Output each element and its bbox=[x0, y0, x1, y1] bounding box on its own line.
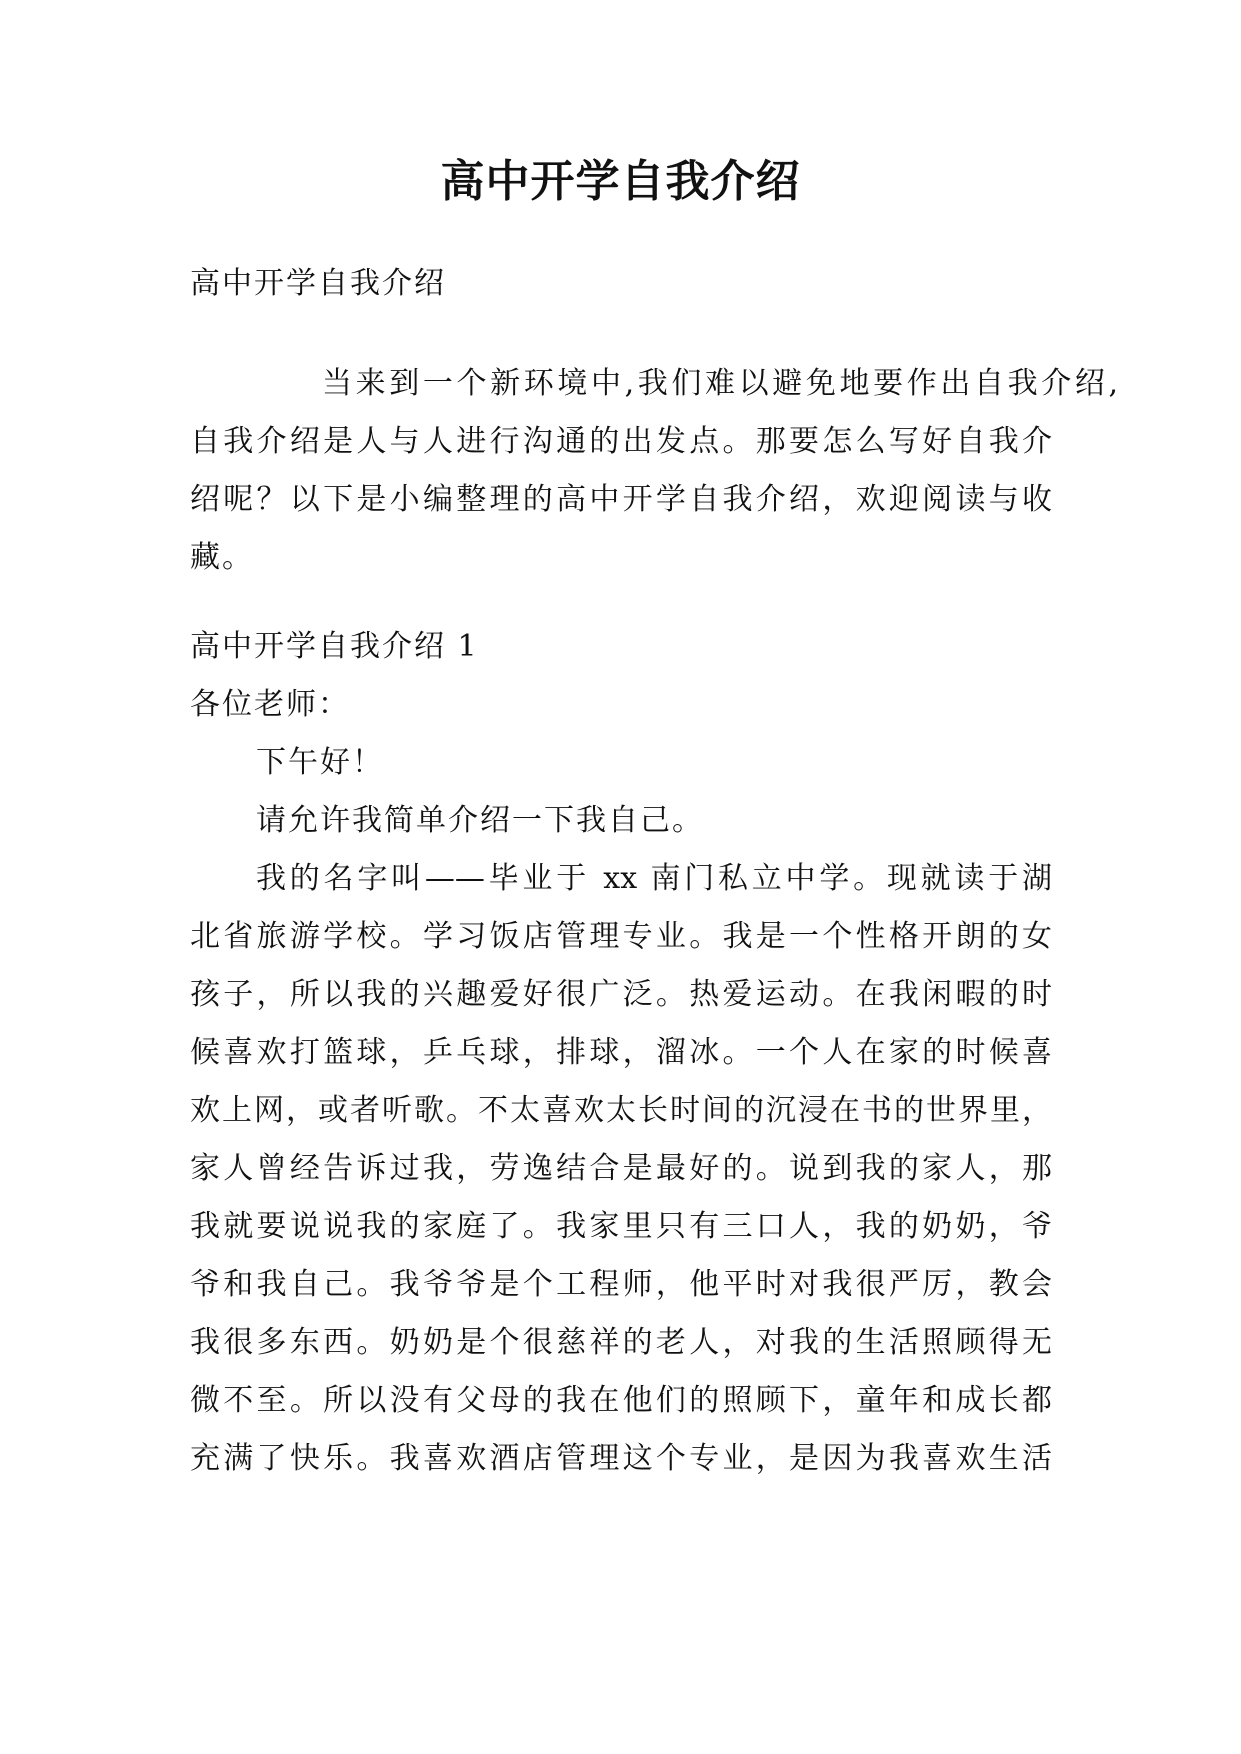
body-line: 欢上网，或者听歌。不太喜欢太长时间的沉浸在书的世界里， bbox=[190, 1093, 1052, 1128]
salutation: 各位老师： bbox=[190, 687, 350, 722]
body-line: 候喜欢打篮球，乒乓球，排球，溜冰。一个人在家的时候喜 bbox=[190, 1035, 1052, 1070]
subtitle: 高中开学自我介绍 bbox=[190, 266, 446, 301]
intro-line: 自我介绍是人与人进行沟通的出发点。那要怎么写好自我介 bbox=[190, 424, 1052, 459]
body-line: 我很多东西。奶奶是个很慈祥的老人，对我的生活照顾得无 bbox=[190, 1325, 1052, 1360]
section-heading: 高中开学自我介绍 1 bbox=[190, 629, 479, 664]
body-line: 我的名字叫——毕业于 xx 南门私立中学。现就读于湖 bbox=[256, 861, 1052, 896]
body-line: 北省旅游学校。学习饭店管理专业。我是一个性格开朗的女 bbox=[190, 919, 1052, 954]
greeting: 下午好！ bbox=[256, 745, 384, 780]
body-line: 孩子，所以我的兴趣爱好很广泛。热爱运动。在我闲暇的时 bbox=[190, 977, 1052, 1012]
request-line: 请允许我简单介绍一下我自己。 bbox=[256, 803, 704, 838]
body-line: 我就要说说我的家庭了。我家里只有三口人，我的奶奶，爷 bbox=[190, 1209, 1052, 1244]
body-line: 爷和我自己。我爷爷是个工程师，他平时对我很严厉，教会 bbox=[190, 1267, 1052, 1302]
body-line: 家人曾经告诉过我，劳逸结合是最好的。说到我的家人，那 bbox=[190, 1151, 1052, 1186]
body-line: 充满了快乐。我喜欢酒店管理这个专业，是因为我喜欢生活 bbox=[190, 1441, 1052, 1476]
intro-line: 当来到一个新环境中,我们难以避免地要作出自我介绍, bbox=[322, 366, 1118, 401]
document-title: 高中开学自我介绍 bbox=[440, 156, 801, 207]
body-line: 微不至。所以没有父母的我在他们的照顾下，童年和成长都 bbox=[190, 1383, 1052, 1418]
intro-line: 绍呢？以下是小编整理的高中开学自我介绍，欢迎阅读与收 bbox=[190, 482, 1052, 517]
intro-line: 藏。 bbox=[190, 540, 254, 575]
